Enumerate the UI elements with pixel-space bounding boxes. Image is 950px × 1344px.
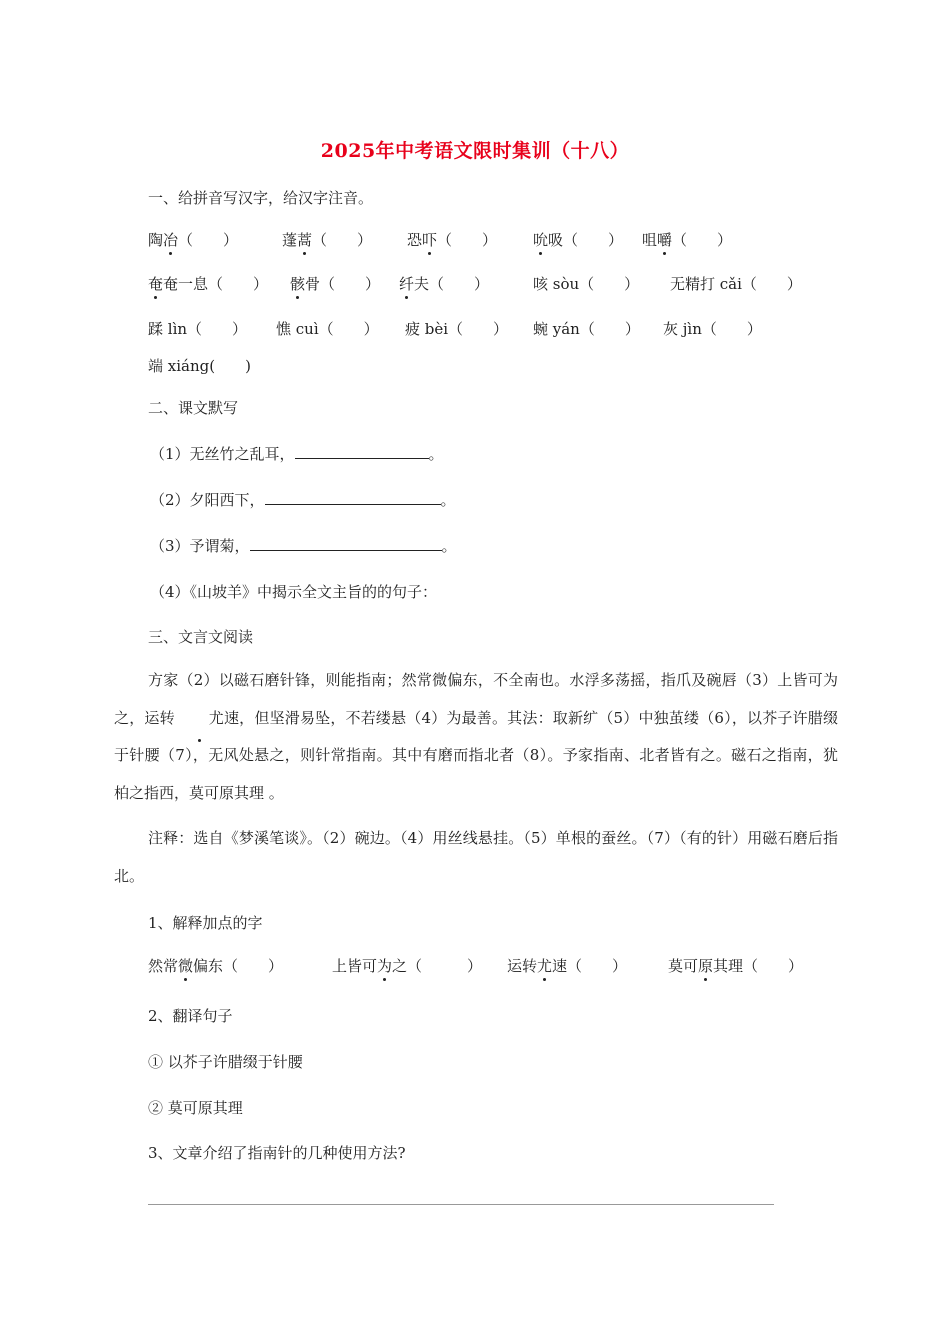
section3-heading: 三、文言文阅读 bbox=[148, 628, 254, 646]
recite-question-1: （1）无丝竹之乱耳， 。 bbox=[150, 445, 444, 463]
answer-blank[interactable] bbox=[265, 490, 441, 505]
word-item: 陶冶（ ） bbox=[148, 231, 239, 249]
question-2-heading: 2、翻译句子 bbox=[148, 1007, 233, 1025]
translate-sentence-2: ② 莫可原其理 bbox=[148, 1099, 243, 1117]
question-3-heading: 3、文章介绍了指南针的几种使用方法? bbox=[148, 1144, 406, 1162]
question-1-heading: 1、解释加点的字 bbox=[148, 914, 263, 932]
word-item: 蹂 lìn（ ） bbox=[148, 320, 248, 338]
pinyin-row-4: 端 xiáng( ) bbox=[148, 357, 251, 375]
recite-question-4: （4）《山坡羊》中揭示全文主旨的的句子： bbox=[150, 583, 438, 601]
word-item: 灰 jìn（ ） bbox=[663, 320, 762, 338]
translate-sentence-1: ① 以芥子许腊缀于针腰 bbox=[148, 1053, 303, 1071]
word-item: 骸骨（ ） bbox=[290, 275, 381, 293]
recite-question-3: （3）予谓菊， 。 bbox=[150, 537, 457, 555]
word-item: 疲 bèi（ ） bbox=[405, 320, 509, 338]
word-item: 蓬蒿（ ） bbox=[282, 231, 373, 249]
recite-question-2: （2）夕阳西下， 。 bbox=[150, 491, 456, 509]
section2-heading: 二、课文默写 bbox=[148, 399, 239, 417]
section1-heading: 一、给拼音写汉字，给汉字注音。 bbox=[148, 189, 374, 207]
word-item: 蜿 yán（ ） bbox=[533, 320, 640, 338]
answer-blank[interactable] bbox=[250, 536, 442, 551]
word-item: 恐吓（ ） bbox=[407, 231, 498, 249]
word-item: 纤夫（ ） bbox=[399, 275, 490, 293]
word-item: 无精打 cǎi（ ） bbox=[670, 275, 802, 293]
page-title: 2025年中考语文限时集训（十八） bbox=[320, 140, 630, 162]
word-item: 然常微偏东（ ） bbox=[148, 957, 284, 975]
word-item: 咀嚼（ ） bbox=[642, 231, 733, 249]
word-item: 莫可原其理（ ） bbox=[668, 957, 804, 975]
word-item: 吮吸（ ） bbox=[533, 231, 624, 249]
word-item: 咳 sòu（ ） bbox=[533, 275, 640, 293]
word-item: 上皆可为之（ ） bbox=[332, 957, 483, 975]
answer-blank[interactable] bbox=[295, 444, 429, 459]
word-item: 奄奄一息（ ） bbox=[148, 275, 269, 293]
word-item: 憔 cuì（ ） bbox=[276, 320, 379, 338]
word-item: 运转尤速（ ） bbox=[507, 957, 628, 975]
passage-notes: 注释：选自《梦溪笔谈》。（2）碗边。（4）用丝线悬挂。（5）单根的蚕丝。（7）（有的针）用磁石磨后指北。 bbox=[114, 829, 838, 885]
answer-line bbox=[148, 1204, 774, 1205]
classical-passage: 方家（2）以磁石磨针锋，则能指南；然常微偏东，不全南也。水浮多荡摇，指爪及碗唇（3）上皆可为之，运转 尤速，但坚滑易坠，不若缕悬（4）为最善。其法：取新纩（5）中独茧缕（6），以芥子许腊缀于针腰（7），无风处悬之，则针常指南。其中有磨而指北者（8）。予家指南、北者皆有之。磁石之指南，犹柏之指西，莫可原其理 。 bbox=[114, 671, 838, 802]
